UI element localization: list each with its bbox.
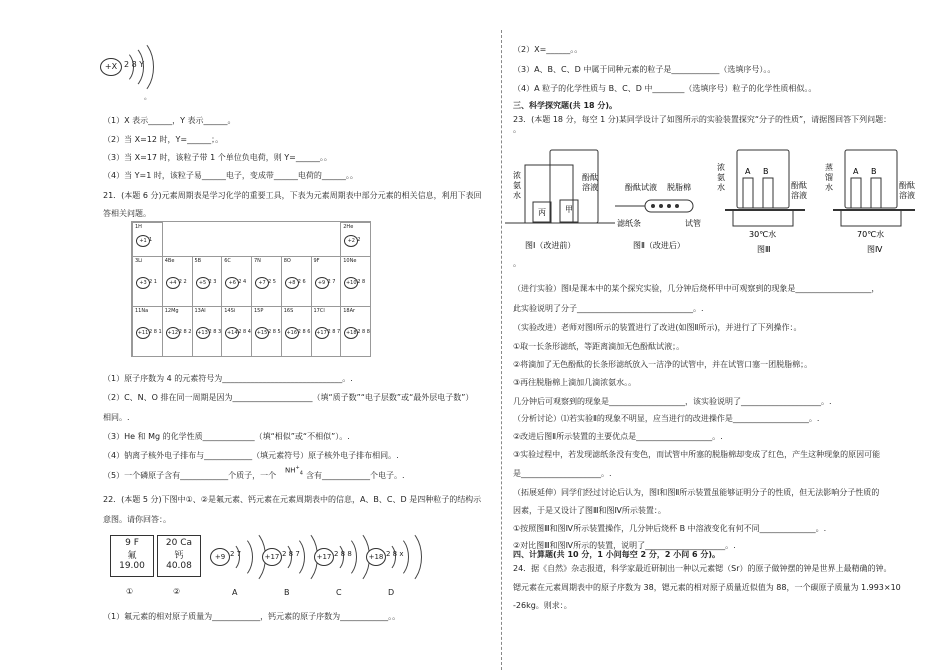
periodic-cell-nucleus: +1 xyxy=(136,235,150,247)
q23-line: ③再往脱脂棉上滴加几滴浓氨水。。 xyxy=(513,378,637,387)
fig3-label-a: A xyxy=(745,167,751,176)
periodic-cell-label: 2He xyxy=(343,224,354,230)
periodic-cell xyxy=(221,256,252,307)
periodic-cell xyxy=(311,306,342,357)
periodic-cell-shells: 1 xyxy=(149,237,153,243)
periodic-cell xyxy=(132,256,163,307)
periodic-cell-label: 8O xyxy=(283,258,291,264)
q21-item-5-cont: 含有____________个电子。. xyxy=(306,471,405,480)
fig4-tube-a xyxy=(851,178,861,208)
fig3-label-left: 浓氨水 xyxy=(717,163,725,192)
periodic-cell-label: 4Be xyxy=(164,258,175,264)
periodic-cell-label: 6C xyxy=(224,258,231,264)
periodic-table-figure xyxy=(131,221,371,357)
q23-line: 因素，于是又设计了图Ⅲ和图Ⅳ所示装置：。 xyxy=(513,506,666,515)
periodic-cell-nucleus: +16 xyxy=(285,327,299,339)
ammonium-charge: + xyxy=(295,465,300,471)
q22-stem-line2: 意图。请你回答：。 xyxy=(103,515,171,524)
periodic-cell-nucleus: +6 xyxy=(225,277,239,289)
periodic-cell-shells: 2 8 3 xyxy=(208,329,222,335)
periodic-cell-nucleus: +18 xyxy=(344,327,358,339)
element-name: 氟 xyxy=(127,551,137,561)
periodic-cell-shells: 2 8 8 xyxy=(357,329,370,335)
element-name: 钙 xyxy=(174,551,184,561)
q23-line: ②将滴加了无色酚酞的长条形滤纸放入一洁净的试管中，并在试管口塞一团脱脂棉；。 xyxy=(513,360,813,369)
element-tag-2: ② xyxy=(173,587,181,596)
periodic-cell xyxy=(281,256,312,307)
periodic-cell-label: 13Al xyxy=(194,308,206,314)
periodic-cell-nucleus: +13 xyxy=(196,327,210,339)
element-number: 9 xyxy=(125,538,131,548)
periodic-cell xyxy=(340,256,371,307)
periodic-cell-label: 5B xyxy=(194,258,202,264)
element-card-calcium xyxy=(157,535,201,577)
q23-line: ①按照图Ⅲ和图Ⅳ所示装置操作，几分钟后烧杯 B 中溶液变化有何不同______________。. xyxy=(513,524,827,533)
element-symbol: F xyxy=(133,538,139,548)
fig4-water-bath xyxy=(841,210,901,226)
periodic-cell xyxy=(221,306,252,357)
element-tag-1: ① xyxy=(126,587,134,596)
figure-2-after xyxy=(615,182,701,250)
fig3-label-b: B xyxy=(763,167,769,176)
tail-mark: 。 xyxy=(144,93,151,101)
particle-tag: C xyxy=(336,588,342,597)
periodic-cell xyxy=(281,306,312,357)
ammonium-symbol: NH xyxy=(285,466,296,475)
fig1-label-jia: 甲 xyxy=(565,205,573,214)
periodic-cell-shells: 2 8 2 xyxy=(178,329,192,335)
periodic-cell-nucleus: +8 xyxy=(285,277,299,289)
fig1-caption: 图Ⅰ（改进前） xyxy=(525,241,576,250)
q23-line: （进行实验）图Ⅰ是课本中的某个探究实验，几分钟后烧杯甲中可观察到的现象是___________________， xyxy=(513,284,880,293)
q23-stem-line1: 23．(本题 18 分，每空 1 分)某同学设计了如图所示的实验装置探究“分子的性质”，请据图回答下列问题： xyxy=(513,115,892,124)
periodic-cell-shells: 2 6 xyxy=(297,279,306,285)
q23-line: （实验改进）老师对图Ⅰ所示的装置进行了改进(如图Ⅱ所示)，并进行了下列操作：。 xyxy=(513,323,802,332)
periodic-cell xyxy=(192,306,223,357)
q23-line: （分析讨论）⑴若实验Ⅱ的现象不明显，应当进行的改进操作是___________________。. xyxy=(513,414,820,423)
fig4-caption: 图Ⅳ xyxy=(867,245,883,254)
q20-item-3: （3）当 X=17 时，该粒子带 1 个单位负电荷，则 Y=______。。 xyxy=(103,153,332,162)
particle-shells: 2 7 xyxy=(230,550,242,558)
q22-item-1: （1）氟元素的相对原子质量为____________，钙元素的原子序数为____________。。 xyxy=(103,612,401,621)
fig2-label-strip: 滤纸条 xyxy=(617,219,641,228)
periodic-cell-shells: 2 xyxy=(357,237,361,243)
q21-item-2: （2）C、N、O 排在同一周期是因为____________________（填“质子数”“电子层数”或“最外层电子数”） xyxy=(103,393,474,402)
particle-shells: 2 8 x xyxy=(386,550,404,558)
periodic-cell-shells: 2 7 xyxy=(327,279,336,285)
periodic-cell xyxy=(132,306,163,357)
particle-tag: A xyxy=(232,588,238,597)
right-column xyxy=(505,0,950,672)
particle-shells: 2 8 7 xyxy=(282,550,300,558)
column-divider xyxy=(501,30,502,670)
periodic-cell-nucleus: +5 xyxy=(196,277,210,289)
periodic-cell-nucleus: +14 xyxy=(225,327,239,339)
q23-line: ②改进后图Ⅱ所示装置的主要优点是___________________。. xyxy=(513,432,723,441)
periodic-cell xyxy=(251,256,282,307)
periodic-cell-shells: 2 3 xyxy=(208,279,217,285)
section-4-heading: 四、计算题(共 10 分，1 小问每空 2 分，2 小问 6 分)。 xyxy=(513,550,720,559)
ammonium-subscript: 4 xyxy=(299,470,303,477)
fig3-tube-b xyxy=(763,178,773,208)
periodic-cell-label: 12Mg xyxy=(164,308,179,314)
q21-item-4: （4）钠离子核外电子排布与____________（填元素符号）原子核外电子排布相同。. xyxy=(103,451,399,460)
q21-item-5: （5）一个磷原子含有____________个质子，一个 xyxy=(103,471,277,480)
fig3-water-bath xyxy=(733,210,793,226)
periodic-cell xyxy=(192,256,223,307)
fig1-label-left: 浓氨水 xyxy=(513,171,521,200)
q21-stem-line2: 答相关问题。 xyxy=(103,209,151,218)
periodic-cell xyxy=(340,306,371,357)
particle-diagram xyxy=(366,530,416,600)
fig3-caption: 图Ⅲ xyxy=(757,245,771,254)
q24-line-3: -26kg。则求：。 xyxy=(513,601,572,610)
periodic-cell xyxy=(132,222,163,257)
fig2-label-tube: 试管 xyxy=(685,219,701,228)
fig3-label-right: 酚酞溶液 xyxy=(791,181,807,200)
fig4-label-right: 酚酞溶液 xyxy=(899,181,915,200)
element-symbol: Ca xyxy=(180,538,193,548)
particle-diagram xyxy=(210,530,260,600)
figure-1-before xyxy=(505,150,615,250)
particle-nucleus: +9 xyxy=(210,548,230,566)
periodic-cell-shells: 2 4 xyxy=(238,279,247,285)
particle-diagrams xyxy=(210,530,420,600)
particle-tag: B xyxy=(284,588,290,597)
q24-line-2: 锶元素在元素周期表中的原子序数为 38，锶元素的相对原子质量近似值为 88，一个碳原子质量为 1.993×10 xyxy=(513,583,901,592)
periodic-cell-shells: 2 8 5 xyxy=(268,329,281,335)
experiment-figures xyxy=(505,140,945,260)
q22-item-3: （3）A、B、C、D 中属于同种元素的粒子是____________（选填序号）。。 xyxy=(513,65,776,74)
q21-item-2-cont: 相同。. xyxy=(103,413,130,422)
periodic-cell xyxy=(162,306,193,357)
periodic-cell-label: 7N xyxy=(254,258,261,264)
periodic-cell-label: 16S xyxy=(283,308,294,314)
q23-line: ①取一长条形滤纸，等距离滴加无色酚酞试液；。 xyxy=(513,342,685,351)
periodic-cell-nucleus: +2 xyxy=(344,235,358,247)
fig4-label-a: A xyxy=(853,167,859,176)
fig4-water-label: 70℃水 xyxy=(857,230,885,239)
q23-line: （拓展延伸）同学们经过讨论后认为，图Ⅰ和图Ⅱ所示装置虽能够证明分子的性质，但无法影响分子性质的 xyxy=(513,488,880,497)
q20-item-1: （1）X 表示______，Y 表示______。 xyxy=(103,116,236,125)
figure-tail-mark: 。 xyxy=(513,259,521,268)
periodic-cell-shells: 2 8 6 xyxy=(297,329,311,335)
periodic-cell-nucleus: +10 xyxy=(344,277,358,289)
fig1-big-beaker xyxy=(525,165,573,223)
q22-stem-line1: 22．(本题 5 分)下图中①、②是氟元素、钙元素在元素周期表中的信息，A、B、C、D 是四种粒子的结构示 xyxy=(103,495,482,504)
particle-nucleus: +18 xyxy=(366,548,386,566)
periodic-cell-label: 15P xyxy=(254,308,264,314)
atom-nucleus: +X xyxy=(100,58,122,76)
periodic-cell-nucleus: +11 xyxy=(136,327,150,339)
periodic-cell-nucleus: +12 xyxy=(166,327,180,339)
q23-line: ②对比图Ⅲ和图Ⅳ所示的装置，说明了____________________。. xyxy=(513,541,736,550)
q22-item-4: （4）A 粒子的化学性质与 B、C、D 中________（选填序号）粒子的化学性质相似。。 xyxy=(513,84,817,93)
periodic-cell-nucleus: +15 xyxy=(255,327,269,339)
periodic-cell xyxy=(311,256,342,307)
fig2-drops xyxy=(651,204,679,208)
q20-item-2: （2）当 X=12 时，Y=______；。 xyxy=(103,135,224,144)
particle-diagram xyxy=(314,530,364,600)
periodic-cell xyxy=(162,256,193,307)
periodic-cell-nucleus: +7 xyxy=(255,277,269,289)
particle-tag: D xyxy=(388,588,395,597)
periodic-cell-shells: 2 8 7 xyxy=(327,329,341,335)
periodic-cell-label: 1H xyxy=(135,224,142,230)
particle-nucleus: +17 xyxy=(314,548,334,566)
particle-diagram xyxy=(262,530,312,600)
periodic-cell-shells: 2 1 xyxy=(149,279,157,285)
element-card-fluorine xyxy=(110,535,154,577)
periodic-cell-label: 10Ne xyxy=(343,258,357,264)
periodic-cell xyxy=(340,222,371,257)
periodic-cell-nucleus: +4 xyxy=(166,277,180,289)
periodic-cell-nucleus: +17 xyxy=(315,327,329,339)
periodic-cell-label: 9F xyxy=(313,258,320,264)
periodic-cell-label: 18Ar xyxy=(343,308,356,314)
fig2-label-phenol: 酚酞试液 xyxy=(625,183,657,192)
element-number: 20 xyxy=(165,538,178,548)
fig2-label-cotton: 脱脂棉 xyxy=(667,183,691,192)
particle-nucleus: +17 xyxy=(262,548,282,566)
q21-stem-line1: 21．(本题 6 分)元素周期表是学习化学的重要工具，下表为元素周期表中部分元素的相关信息，利用下表回 xyxy=(103,191,482,200)
q22-item-2: （2）X=______。。 xyxy=(513,45,583,54)
q20-item-4: （4）当 Y=1 时，该粒子易______电子，变成带______电荷的______。。 xyxy=(103,171,358,180)
periodic-cell-nucleus: +3 xyxy=(136,277,150,289)
periodic-cell-shells: 2 2 xyxy=(178,279,187,285)
q21-item-1: （1）原子序数为 4 的元素符号为______________________________。. xyxy=(103,374,353,383)
fig4-label-b: B xyxy=(871,167,877,176)
q24-line-1: 24．据《自然》杂志报道，科学家最近研制出一种以元素锶（Sr）的原子做钟摆的钟是世界上最精确的钟。 xyxy=(513,564,892,573)
periodic-cell-label: 11Na xyxy=(135,308,149,314)
fig1-label-right: 酚酞溶液 xyxy=(582,173,598,192)
q23-line: 此实验说明了分子_____________________________。. xyxy=(513,304,704,313)
element-mass: 40.08 xyxy=(166,561,192,571)
periodic-cell xyxy=(251,306,282,357)
section-3-heading: 三、科学探究题(共 18 分)。 xyxy=(513,101,618,110)
periodic-cell-nucleus: +9 xyxy=(315,277,329,289)
periodic-cell-shells: 2 5 xyxy=(268,279,276,285)
fig3-water-label: 30℃水 xyxy=(749,230,777,239)
ammonium-formula xyxy=(285,463,303,480)
fig3-tube-a xyxy=(743,178,753,208)
periodic-cell-label: 3Li xyxy=(135,258,143,264)
periodic-cell-shells: 2 8 xyxy=(357,279,366,285)
q21-item-3: （3）He 和 Mg 的化学性质_____________（填“相似”或“不相似”）。. xyxy=(103,432,350,441)
fig4-label-left: 蒸馏水 xyxy=(825,163,833,192)
element-mass: 19.00 xyxy=(119,561,145,571)
q23-line: 几分钟后可观察到的现象是___________________，该实验说明了____________________。. xyxy=(513,397,832,406)
q23-stem-line2: 。 xyxy=(513,125,521,134)
fig2-caption: 图Ⅱ（改进后） xyxy=(633,241,685,250)
particle-shells: 2 8 8 xyxy=(334,550,352,558)
periodic-cell-shells: 2 8 1 xyxy=(149,329,162,335)
q23-line: ③实验过程中，若发现滤纸条没有变色，而试管中所塞的脱脂棉却变成了红色，产生这种现象的原因可能 xyxy=(513,450,881,459)
fig1-label-bing: 丙 xyxy=(538,208,546,217)
periodic-cell-shells: 2 8 4 xyxy=(238,329,251,335)
q23-line: 是____________________。. xyxy=(513,469,612,478)
atom-shell-numbers: 2 8 Y xyxy=(124,60,145,69)
periodic-cell-label: 17Cl xyxy=(313,308,325,314)
periodic-cell-label: 14Si xyxy=(224,308,236,314)
figure-3 xyxy=(717,150,807,254)
fig4-tube-b xyxy=(871,178,881,208)
figure-4 xyxy=(825,150,915,254)
atom-diagram-top xyxy=(100,44,160,101)
